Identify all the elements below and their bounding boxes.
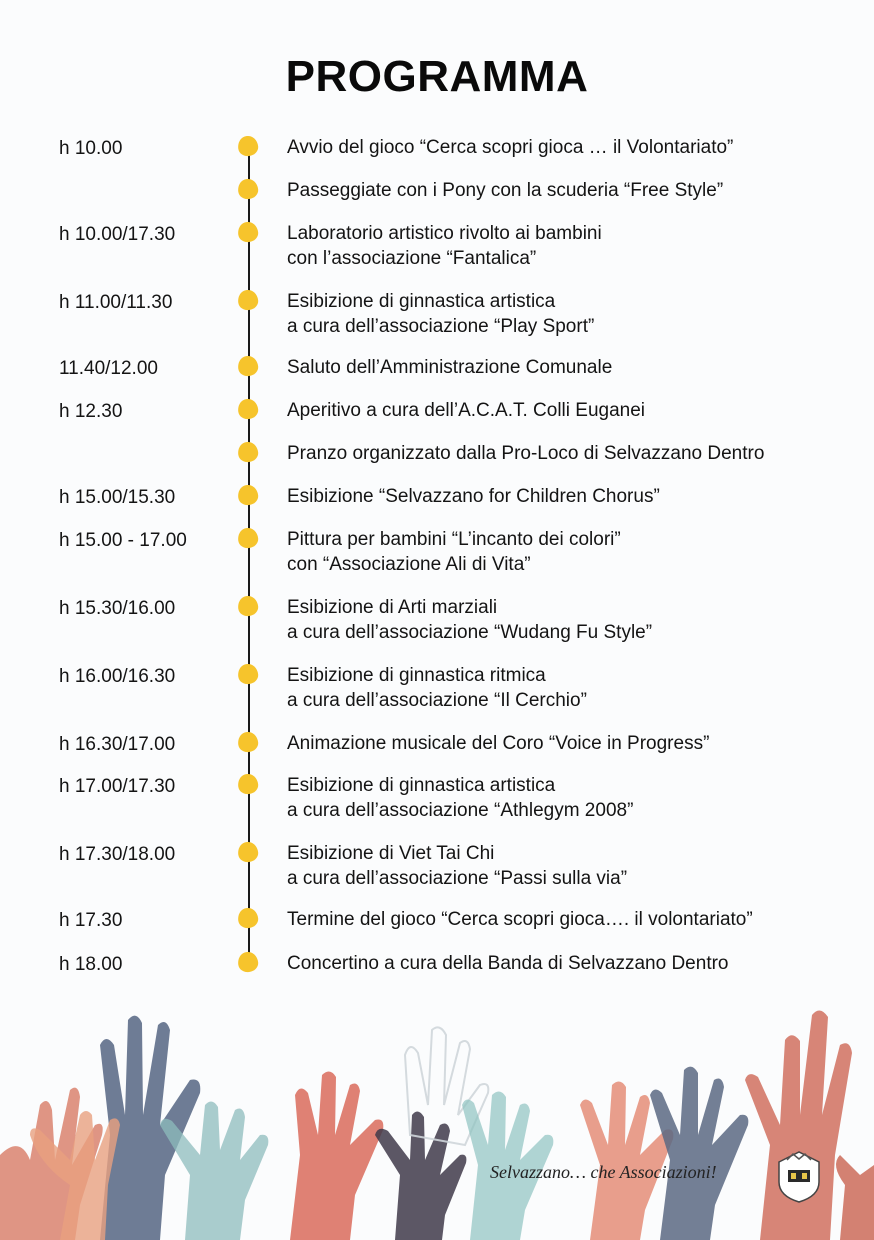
event-description-line: Esibizione di Viet Tai Chi [287, 843, 495, 864]
event-time: 11.40/12.00 [59, 358, 158, 379]
event-time: h 16.00/16.30 [59, 666, 176, 687]
timeline-marker-icon [237, 595, 260, 618]
event-description [287, 527, 621, 577]
timeline-marker-icon [237, 663, 260, 686]
event-description-line: Esibizione “Selvazzano for Children Chorus” [287, 486, 660, 507]
timeline-marker-icon [237, 907, 260, 930]
event-description-line: a cura dell’associazione “Il Cerchio” [287, 690, 587, 711]
event-description-line: Aperitivo a cura dell’A.C.A.T. Colli Euganei [287, 400, 646, 421]
event-description-line: a cura dell’associazione “Passi sulla via” [287, 868, 628, 889]
event-description [287, 907, 753, 932]
event-description-line: Esibizione di Arti marziali [287, 597, 498, 618]
event-description [287, 178, 723, 203]
event-description [287, 731, 709, 756]
event-description-line: Saluto dell’Amministrazione Comunale [287, 357, 613, 378]
raised-hands-illustration [0, 985, 874, 1240]
event-description [287, 663, 587, 713]
timeline-marker-icon [237, 135, 260, 158]
timeline-marker-icon [237, 355, 260, 378]
event-description-line: Concertino a cura della Banda di Selvazzano Dentro [287, 953, 729, 974]
event-time: h 16.30/17.00 [59, 734, 176, 755]
event-description-line: a cura dell’associazione “Wudang Fu Style” [287, 622, 653, 643]
event-time: h 15.30/16.00 [59, 598, 176, 619]
timeline-marker-icon [237, 527, 260, 550]
event-description-line: a cura dell’associazione “Athlegym 2008” [287, 800, 634, 821]
timeline-marker-icon [237, 484, 260, 507]
event-description-line: con “Associazione Ali di Vita” [287, 554, 531, 575]
event-description-line: Passeggiate con i Pony con la scuderia “Free Style” [287, 180, 724, 201]
event-description-line: Termine del gioco “Cerca scopri gioca…. il volontariato” [287, 909, 753, 930]
event-time: h 10.00/17.30 [59, 224, 176, 245]
event-description [287, 951, 729, 976]
timeline-marker-icon [237, 773, 260, 796]
event-description [287, 773, 633, 823]
event-description-line: Esibizione di ginnastica ritmica [287, 665, 546, 686]
event-description-line: Pranzo organizzato dalla Pro-Loco di Selvazzano Dentro [287, 443, 765, 464]
event-time: h 11.00/11.30 [59, 292, 173, 313]
event-description-line: Laboratorio artistico rivolto ai bambini [287, 223, 602, 244]
timeline-marker-icon [237, 221, 260, 244]
timeline-marker-icon [237, 731, 260, 754]
event-time: h 17.30/18.00 [59, 844, 176, 865]
timeline-marker-icon [237, 441, 260, 464]
event-description-line: Esibizione di ginnastica artistica [287, 775, 556, 796]
page-title: PROGRAMMA [285, 52, 589, 101]
event-description [287, 841, 627, 891]
timeline-marker-icon [237, 398, 260, 421]
event-description [287, 398, 645, 423]
event-description [287, 289, 594, 339]
event-description-line: Animazione musicale del Coro “Voice in Progress” [287, 733, 710, 754]
event-time: h 15.00 - 17.00 [59, 530, 187, 551]
event-time: h 17.30 [59, 910, 123, 931]
footer-slogan: Selvazzano… che Associazioni! [490, 1162, 717, 1182]
municipal-coat-of-arms-icon [773, 1148, 825, 1204]
event-time: h 10.00 [59, 138, 123, 159]
timeline-marker-icon [237, 841, 260, 864]
event-description-line: a cura dell’associazione “Play Sport” [287, 316, 595, 337]
event-description [287, 441, 764, 466]
event-time: h 18.00 [59, 954, 123, 975]
timeline-marker-icon [237, 951, 260, 974]
event-time: h 17.00/17.30 [59, 776, 176, 797]
event-time: h 12.30 [59, 401, 123, 422]
timeline-line [248, 148, 250, 963]
event-description [287, 484, 660, 509]
event-description-line: Pittura per bambini “L’incanto dei colori” [287, 529, 621, 550]
timeline-marker-icon [237, 178, 260, 201]
event-description [287, 221, 602, 271]
event-description [287, 355, 612, 380]
event-description [287, 135, 733, 160]
event-time: h 15.00/15.30 [59, 487, 176, 508]
event-description-line: Avvio del gioco “Cerca scopri gioca … il Volontariato” [287, 137, 734, 158]
event-description-line: Esibizione di ginnastica artistica [287, 291, 556, 312]
event-description [287, 595, 652, 645]
event-description-line: con l’associazione “Fantalica” [287, 248, 537, 269]
timeline-marker-icon [237, 289, 260, 312]
